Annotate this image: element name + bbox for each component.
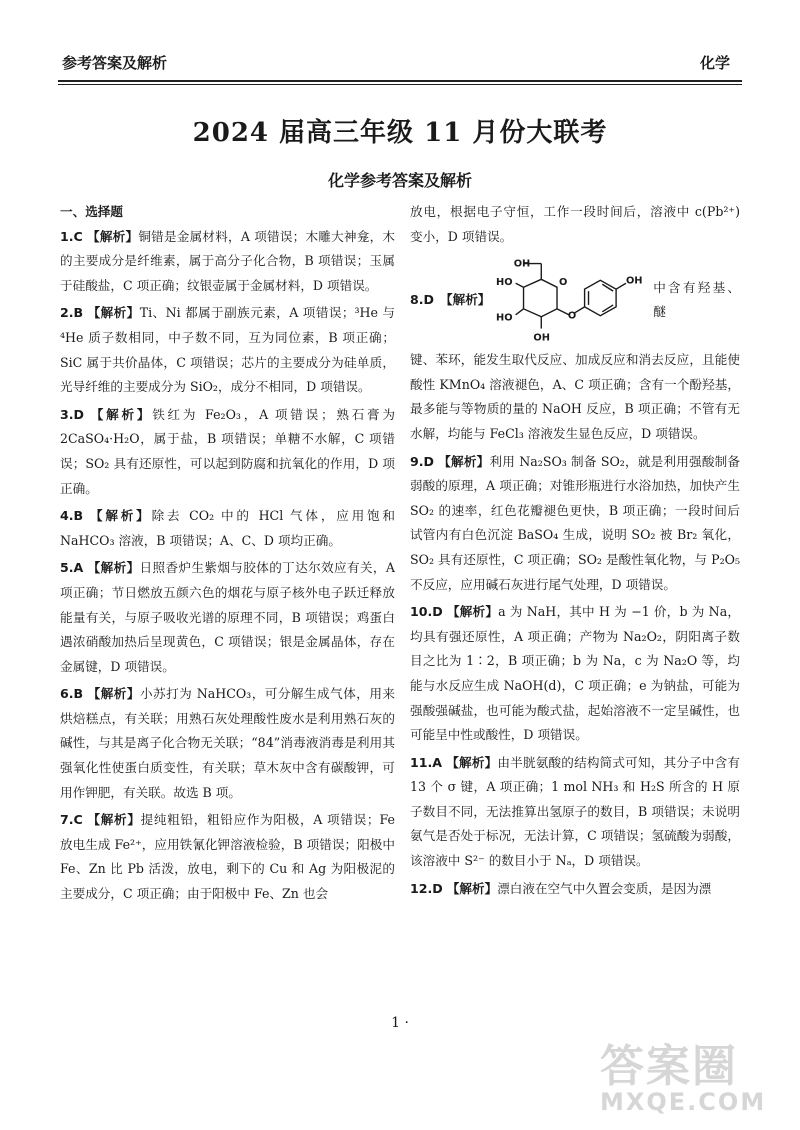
ring-oxygen-label: O bbox=[558, 277, 567, 289]
analysis-tag: 【解析】 bbox=[89, 508, 152, 524]
answer-text: 除去 CO₂ 中的 HCl 气体，应用饱和 NaHCO₃ 溶液，B 项错误；A、C、D 项均正确。 bbox=[60, 508, 395, 548]
answer-number: 3.D bbox=[60, 406, 85, 422]
answer-text: 利用 Na₂SO₃ 制备 SO₂，就是利用强酸制备弱酸的原理，A 项正确；对锥形瓶进行水浴加热，加快产生 SO₂ 的速率，红色花瓣褪色更快，B 项正确；一段时间后试管内有白色沉淀 BaSO₄ 生成，说明 SO₂ 被 Br₂ 氧化，SO₂ 具有还原性，C 项正确；SO₂ 是酸性氧化物，与 P₂O₅ 不反应，应用碱石灰进行尾气处理，D 项错误。 bbox=[410, 453, 741, 592]
benzene-double-2 bbox=[602, 284, 613, 291]
answer-item-8 bbox=[410, 252, 740, 446]
watermark-logo bbox=[600, 1030, 790, 1125]
phenol-oh-label: OH bbox=[625, 275, 643, 287]
phenol-bond bbox=[616, 283, 626, 289]
watermark-text: 答案圈 bbox=[600, 1041, 738, 1092]
analysis-tag: 【解析】 bbox=[446, 604, 499, 620]
oh-label-3: OH bbox=[533, 332, 550, 344]
answer-number: 4.B bbox=[60, 508, 84, 524]
answer-text: 铜错是金属材料，A 项错误；木雕大神龛，木的主要成分是纤维素，属于高分子化合物，B 项错误；玉属于硅酸盐，C 项正确；纹银壶属于金属材料，D 项错误。 bbox=[60, 228, 395, 293]
answer-item-4 bbox=[60, 504, 395, 553]
header-rule bbox=[58, 80, 742, 82]
header-left: 参考答案及解析 bbox=[62, 54, 168, 72]
answer-item-7-continued: 放电，根据电子守恒，工作一段时间后，溶液中 c(Pb²⁺) 变小，D 项错误。 bbox=[410, 204, 740, 244]
answer-text: Ti、Ni 都属于副族元素，A 项错误；³He 与⁴He 质子数相同，中子数不同，互为同位素，B 项正确；SiC 属于共价晶体，C 项错误；芯片的主要成分为硅单质，光导纤维的主要成分为 SiO₂，成分不相同，D 项错误。 bbox=[60, 305, 395, 395]
oh-bond-1 bbox=[515, 283, 523, 287]
analysis-tag: 【解析】 bbox=[87, 812, 141, 828]
structure-row bbox=[410, 252, 740, 348]
answer-number: 8.D bbox=[410, 291, 435, 307]
answer-item-1 bbox=[60, 225, 395, 299]
watermark-url: MXQE.COM bbox=[600, 1088, 767, 1116]
page-title: 2024 届高三年级 11 月份大联考 bbox=[192, 118, 608, 148]
answer-number: 11.A bbox=[410, 754, 443, 770]
answer-number: 2.B bbox=[60, 305, 84, 321]
page-number: 1 · bbox=[391, 1015, 409, 1031]
page-subtitle: 化学参考答案及解析 bbox=[327, 171, 472, 190]
answer-item-6 bbox=[60, 682, 395, 805]
oh-bond-2 bbox=[515, 309, 523, 315]
answer-item-12 bbox=[410, 877, 740, 902]
answer-item-9 bbox=[410, 450, 740, 598]
answer-number: 12.D bbox=[410, 880, 443, 896]
section-heading: 一、选择题 bbox=[60, 204, 123, 219]
answer-number: 6.B bbox=[60, 686, 84, 702]
analysis-tag: 【解析】 bbox=[90, 406, 153, 422]
answer-text: 漂白液在空气中久置会变质，是因为漂 bbox=[497, 880, 712, 896]
analysis-tag: 【解析】 bbox=[87, 228, 139, 244]
ho-label-1: HO bbox=[495, 277, 513, 289]
benzene-double-3 bbox=[602, 305, 613, 312]
analysis-tag: 【解析】 bbox=[87, 560, 140, 576]
header-subject: 化学 bbox=[699, 54, 730, 72]
answer-item-5 bbox=[60, 556, 395, 679]
analysis-tag: 【解析】 bbox=[440, 291, 491, 307]
answer-item-2 bbox=[60, 301, 395, 399]
header-rule-thin bbox=[58, 84, 742, 85]
analysis-tag: 【解析】 bbox=[87, 686, 140, 702]
answer-item-7 bbox=[60, 808, 395, 906]
analysis-tag: 【解析】 bbox=[446, 880, 498, 896]
answer-item-11 bbox=[410, 751, 740, 874]
answer-text: 铁红为 Fe₂O₃，A 项错误；熟石膏为 2CaSO₄·H₂O，属于盐，B 项错误；单糖不水解，C 项错误；SO₂ 具有还原性，可以起到防腐和抗氧化的作用，D 项正确。 bbox=[60, 406, 395, 496]
ch2oh-label: OH bbox=[513, 258, 530, 270]
answer-number: 9.D bbox=[410, 453, 435, 469]
analysis-tag: 【解析】 bbox=[87, 305, 140, 321]
analysis-tag: 【解析】 bbox=[438, 453, 490, 469]
answer-text: 由半胱氨酸的结构简式可知，其分子中含有 13 个 σ 键，A 项正确；1 mol NH₃ 和 H₂S 所含的 H 原子数目不同，无法推算出氢原子的数目，B 项错误；未说明氨气是否处于标况，无法计算，C 项错误；氢硫酸为弱酸，该溶液中 S²⁻ 的数目小于 Nₐ，D 项错误。 bbox=[410, 754, 741, 869]
answer-text: a 为 NaH，其中 H 为 −1 价，b 为 Na，均具有强还原性，A 项正确；产物为 Na₂O₂，阴阳离子数目之比为 1∶2，B 项正确；b 为 Na，c 为 Na₂O 等，均能与水反应生成 NaOH(d)，C 项正确；e 为钠盐，可能为强酸强碱盐，也可能为酸式盐，起始溶液不一定呈碱性，也可能呈中性或酸性，D 项错误。 bbox=[410, 604, 740, 743]
answer-number: 1.C bbox=[60, 228, 83, 244]
answer-text: 键、苯环，能发生取代反应、加成反应和消去反应，且能使酸性 KMnO₄ 溶液褪色，A、C 项正确；含有一个酚羟基，最多能与等物质的量的 NaOH 反应，B 项正确；不管有无水解，均能与 FeCl₃ 溶液发生显色反应，D 项错误。 bbox=[410, 352, 740, 441]
benzene-ring bbox=[584, 280, 616, 315]
answer-number: 5.A bbox=[60, 560, 84, 576]
ho-label-2: HO bbox=[495, 312, 513, 324]
answer-number: 7.C bbox=[60, 812, 83, 828]
right-column bbox=[410, 200, 740, 904]
analysis-tag: 【解析】 bbox=[446, 754, 498, 770]
left-column bbox=[60, 200, 395, 910]
answer-item-10 bbox=[410, 600, 740, 748]
molecular-structure bbox=[494, 253, 650, 347]
answer-text: 提纯粗铅，粗铅应作为阳极，A 项错误；Fe 放电生成 Fe²⁺，应用铁氰化钾溶液检验，B 项错误；阳极中 Fe、Zn 比 Pb 活泼，放电，剩下的 Cu 和 Ag 为阳极泥的主要成分，C 项正确；由于阳极中 Fe、Zn 也会 bbox=[60, 812, 395, 902]
answer-number: 10.D bbox=[410, 604, 443, 620]
answer-text: 日照香炉生紫烟与胶体的丁达尔效应有关，A 项正确；节日燃放五颜六色的烟花与原子核外电子跃迁释放能量有关，与原子吸收光谱的原理不同，B 项错误；鸡蛋白遇浓硝酸加热后呈现黄色，C 项错误；银是金属晶体，存在金属键，D 项错误。 bbox=[60, 560, 395, 674]
answer-item-3 bbox=[60, 403, 395, 501]
answer-text: 小苏打为 NaHCO₃，可分解生成气体，用来烘焙糕点，有关联；用熟石灰处理酸性废水是利用熟石灰的碱性，与其是离子化合物无关联；“84”消毒液消毒是利用其强氧化性使蛋白质变性，有关联；草木灰中含有碳酸钾，可用作钾肥，有关联。故选 B 项。 bbox=[60, 686, 395, 800]
sugar-ring bbox=[523, 280, 556, 317]
answer-text-inline: 中含有羟基、醚 bbox=[653, 279, 740, 320]
ether-oxygen-label: O bbox=[567, 310, 576, 322]
ether-bond-2 bbox=[574, 307, 584, 313]
